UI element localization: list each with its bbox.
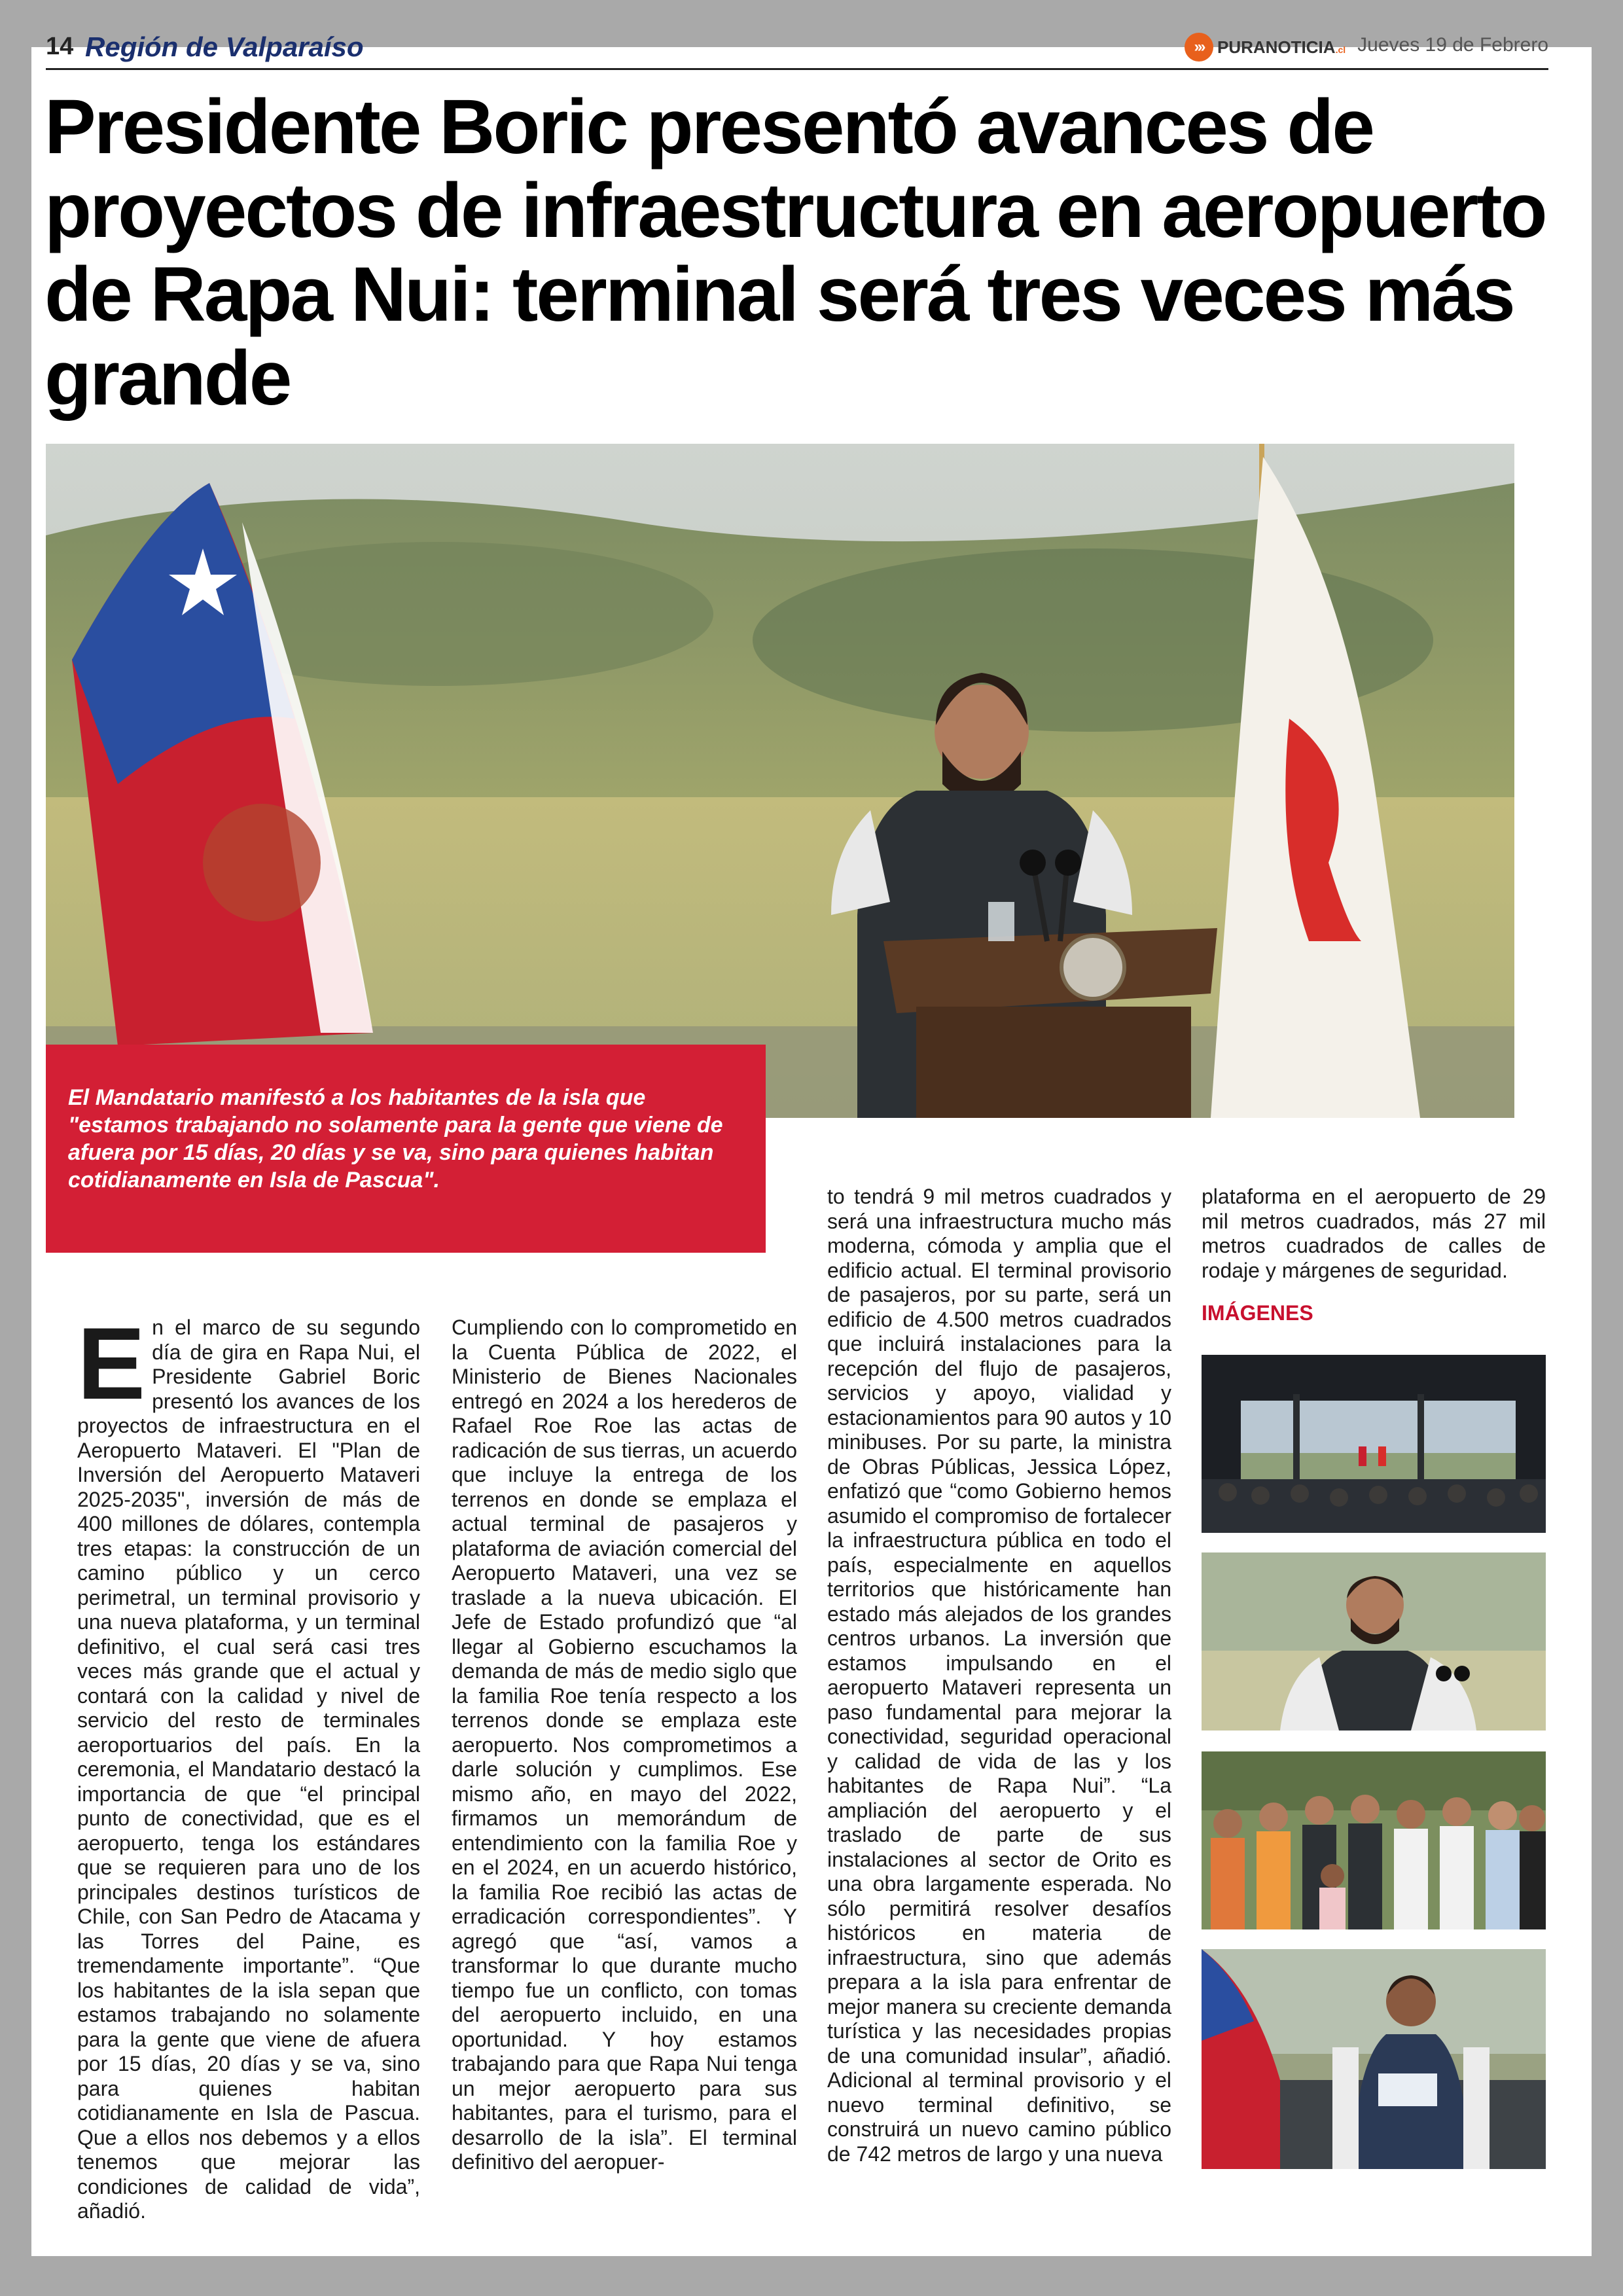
article-column-2 xyxy=(452,1316,797,2175)
article-column-3 xyxy=(827,1185,1171,2166)
page-number: 14 xyxy=(46,33,74,60)
headline: Presidente Boric presentó avances de proyectos de infraestructura en aeropuerto de Rapa Nui: terminal será tres veces más grande xyxy=(45,84,1546,422)
brand-logo xyxy=(1185,33,1346,62)
gallery-photo-1 xyxy=(1202,1355,1546,1533)
hero-caption: El Mandatario manifestó a los habitantes de la isla que "estamos trabajando no solamente para la gente que viene de afuera por 15 días, 20 días y se va, sino para quienes habitan cotidianamente en Isla de Pascua". xyxy=(68,1085,723,1193)
page-header xyxy=(46,29,1548,70)
hero-photo xyxy=(46,444,1514,1118)
gallery-photo-2 xyxy=(1202,1552,1546,1731)
section-title: Región de Valparaíso xyxy=(85,31,364,62)
article-text-1: n el marco de su segundo día de gira en Rapa Nui, el Presidente Gabriel Boric presentó los avances de los proyectos de infraestructura en el Aeropuerto Mataveri. El "Plan de Inversión del Aeropuerto Mataveri 2025-2035", inversión de más de 400 millones de dólares, contempla tres etapas: la construcción de un camino público y un cerco perimetral, un terminal provisorio y una nueva plataforma, y un terminal definitivo, el cual será casi tres veces más grande que el actual y contará con la calidad y nivel de servicio del resto de terminales aeroportuarios del país. En la ceremonia, el Mandatario destacó la importancia de que “el principal punto de conectividad, que es el aeropuerto, tenga los estándares que se requieren para uno de los principales destinos turísticos de Chile, con San Pedro de Atacama y las Torres del Paine, es tremendamente importante”. “Que los habitantes de la isla sepan que estamos trabajando no solamente para la gente que viene de afuera por 15 días, 20 días y se va, sino para quienes habitan cotidianamente en Isla de Pascua. Que a ellos nos debemos y a ellos tenemos que mejorar las condiciones de calidad de vida”, añadió. xyxy=(77,1316,420,2223)
brand-arrows-icon: ››› xyxy=(1185,33,1213,62)
brand-suffix: .cl xyxy=(1335,44,1346,55)
article-column-4 xyxy=(1202,1185,1546,1283)
gallery-photo-4 xyxy=(1202,1949,1546,2169)
drop-cap: E xyxy=(77,1307,146,1421)
article-text-3: to tendrá 9 mil metros cuadrados y será una infraestructura mucho más moderna, cómoda y amplia que el edificio actual. El terminal provisorio de pasajeros, por su parte, será un edificio de 4.500 metros cuadrados que incluirá instalaciones para la recepción del flujo de pasajeros, servicios y apoyo, vialidad y estacionamientos para 90 autos y 10 minibuses. Por su parte, la ministra de Obras Públicas, Jessica López, enfatizó que “como Gobierno hemos asumido el compromiso de fortalecer la infraestructura pública en todo el país, especialmente en aquellos territorios que históricamente han estado más alejados de los grandes centros urbanos. La inversión que estamos impulsando en el aeropuerto Mataveri representa un paso fundamental para mejorar la conectividad, seguridad operacional y calidad de vida de las y los habitantes de Rapa Nui”. “La ampliación del aeropuerto y el traslado de parte de sus instalaciones al sector de Orito es una obra largamente esperada. No sólo permitirá resolver desafíos históricos en materia de infraestructura, sino que además prepara a la isla para enfrentar de mejor manera su creciente demanda turística y las necesidades propias de una comunidad insular”, añadió. Adicional al terminal provisorio y el nuevo terminal definitivo, se construirá un nuevo camino público de 742 metros de largo y una nueva xyxy=(827,1185,1171,2166)
gallery-photo-3 xyxy=(1202,1751,1546,1929)
gallery-label: IMÁGENES xyxy=(1202,1301,1313,1325)
article-column-1 xyxy=(77,1307,420,2224)
hero-caption-box xyxy=(46,1045,766,1253)
brand-text: PURANOTICIA xyxy=(1217,37,1336,57)
brand-name xyxy=(1217,37,1346,58)
issue-date: Jueves 19 de Febrero xyxy=(1357,34,1548,56)
article-text-2: Cumpliendo con lo comprometido en la Cuenta Pública de 2022, el Ministerio de Bienes Nacionales entregó en 2024 a los herederos de Rafael Roe Roe las actas de radicación de sus tierras, un acuerdo que incluye la entrega de los terrenos en donde se emplaza el actual terminal de pasajeros y plataforma de aviación comercial del Aeropuerto Mataveri, una vez se traslade a la nueva ubicación. El Jefe de Estado profundizó que “al llegar al Gobierno escuchamos la demanda de más de medio siglo que la familia Roe tenía respecto a los terrenos donde se emplaza este aeropuerto. Nos comprometimos a darle solución y cumplimos. Ese mismo año, en mayo del 2022, firmamos un memorándum de entendimiento con la familia Roe y en el 2024, en un acuerdo histórico, la familia Roe recibió las actas de erradicación correspondientes”. Y agregó que “así, vamos a transformar lo que durante mucho tiempo fue un conflicto, con tomas del aeropuerto incluido, en una oportunidad. Y hoy estamos trabajando para que Rapa Nui tenga un mejor aeropuerto para sus habitantes, para el turismo, para el desarrollo de la isla”. El terminal definitivo del aeropuer- xyxy=(452,1316,797,2174)
article-text-4: plataforma en el aeropuerto de 29 mil metros cuadrados, más 27 mil metros cuadrados de calles de rodaje y márgenes de seguridad. xyxy=(1202,1185,1546,1282)
